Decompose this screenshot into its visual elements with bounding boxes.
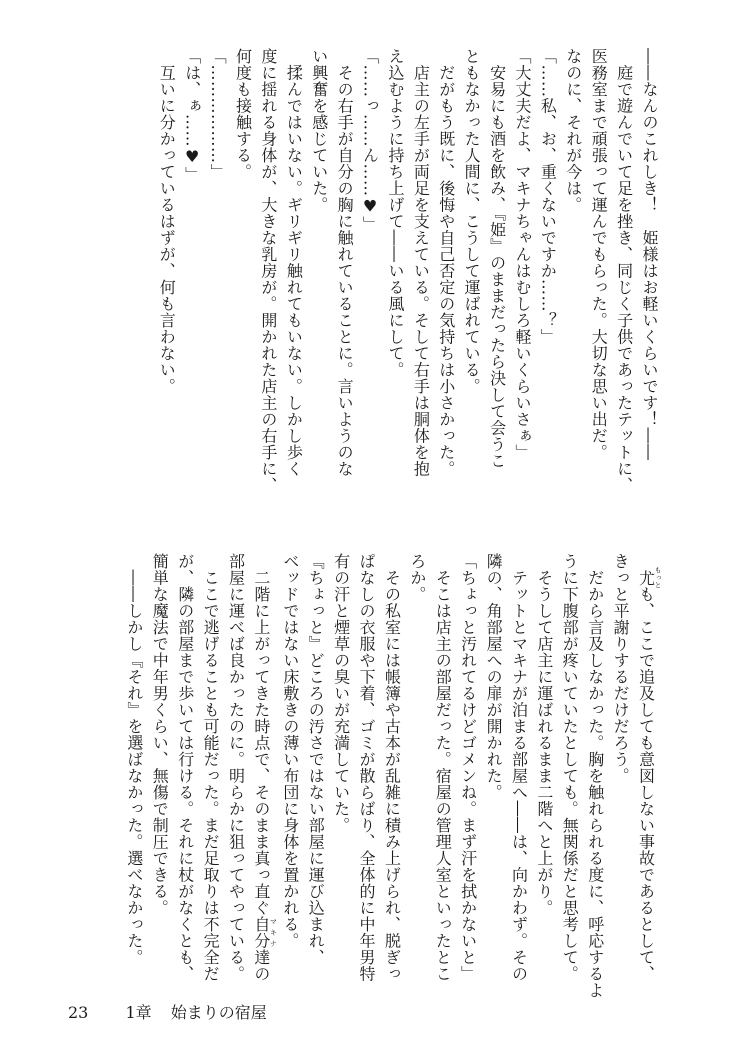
text-line: 度に揺れる身体が、大きな乳房が。開かれた店主の右手に、: [258, 48, 278, 494]
text-line: 揉んではいない。ギリギリ触れてもいない。しかし歩く: [284, 48, 304, 477]
text-line: 簡単な魔法で中年男くらい、無傷で制圧できる。: [150, 553, 170, 916]
text-line: 有の汗と煙草の臭いが充満していた。: [331, 553, 351, 834]
text-line: い興奮を感じていた。: [309, 48, 329, 213]
text-line: 何度も接触する。: [233, 48, 253, 180]
text-line: 互いに分かっているはずが、何も言わない。: [157, 48, 177, 395]
text-line: 医務室まで頑張って運んでもらった。大切な思い出だ。: [589, 48, 609, 461]
text-line: が、隣の部屋まで歩いては行ける。それに杖がなくとも、: [175, 553, 195, 982]
text-line: 「大丈夫だよ、マキナちゃんはむしろ軽いくらいさぁ」: [512, 48, 532, 461]
upper-text-block: [154, 48, 662, 494]
text-line: うに下腹部が疼いていたとしても。無関係だと思考して。: [560, 553, 580, 982]
text-line: 「………………」: [208, 48, 228, 180]
text-line: 尤もっとも、ここで追及しても意図しない事故であるとして、: [636, 566, 662, 982]
text-line: そこは店主の部屋だった。宿屋の管理人室といったとこ: [433, 553, 453, 982]
chapter-title: 始まりの宿屋: [170, 1003, 267, 1022]
text-line: そうして店主に運ばれるまま二階へと上がり。: [534, 553, 554, 916]
ruby-annotation: マキナ: [269, 916, 278, 949]
text-line: その右手が自分の胸に触れていることに。言いようのな: [335, 48, 355, 477]
text-line: きっと平謝りするだけだろう。: [611, 553, 631, 784]
text-line: ろか。: [407, 553, 427, 603]
page-footer: [68, 1000, 299, 1023]
text-line: テットとマキナが泊まる部屋へ――は、向かわず。その: [509, 553, 529, 982]
text-line: ――しかし『それ』を選ばなかった。選べなかった。: [124, 553, 144, 966]
page-number: 23: [68, 1003, 89, 1022]
text-line: 店主の左手が両足を支えている。そして右手は胴体を抱: [411, 48, 431, 477]
text-line: ぱなしの衣服や下着、ゴミが散らばり、全体的に中年男特: [357, 553, 377, 982]
ruby-annotation: もっと: [654, 566, 662, 589]
text-line: 『ちょっと』どころの汚さではない部屋に運び込まれ、: [306, 553, 326, 966]
text-line: 安易にも酒を飲み、『姫』のままだったら決して会うこ: [487, 48, 507, 469]
text-line: ここで逃げることも可能だった。まだ足取りは不完全だ: [201, 553, 221, 982]
text-line: だがもう既に、後悔や自己否定の気持ちは小さかった。: [436, 48, 456, 477]
text-line: 部屋に運べば良かったのに。明らかに狙ってやっている。: [226, 553, 246, 982]
lower-text-block: [121, 553, 662, 999]
text-line: 「……私、お、重くないですか……？」: [538, 48, 558, 345]
text-line: ベッドではない床敷きの薄い布団に身体を置かれる。: [280, 553, 300, 949]
text-line: え込むように持ち上げて――いる風にして。: [385, 48, 405, 378]
text-line: 二階に上がってきた時点で、そのまま真っ直ぐ自分マキナ達の: [251, 553, 278, 982]
text-line: だから言及しなかった。胸を触れられる度に、呼応するよ: [585, 553, 605, 999]
text-line: その私室には帳簿や古本が乱雑に積み上げられ、脱ぎっ: [382, 553, 402, 982]
text-line: ともなかった人間に、こうして運ばれている。: [462, 48, 482, 395]
text-line: ――なんのこれしき！ 姫様はお軽いくらいです！――: [640, 48, 659, 461]
text-line: 「……っ……ん……♥」: [360, 48, 380, 233]
text-line: 「ちょっと汚れてるけどゴメンね。まず汗を拭かないと」: [458, 553, 478, 982]
text-line: 庭で遊んでいて足を挫き、同じく子供であったテットに、: [614, 48, 634, 494]
text-line: 「は、ぁ……♥」: [182, 48, 202, 183]
text-line: なのに、それが今は。: [563, 48, 583, 213]
text-line: 隣の、角部屋への扉が開かれた。: [484, 553, 504, 801]
chapter-number: 1章: [125, 1003, 152, 1022]
